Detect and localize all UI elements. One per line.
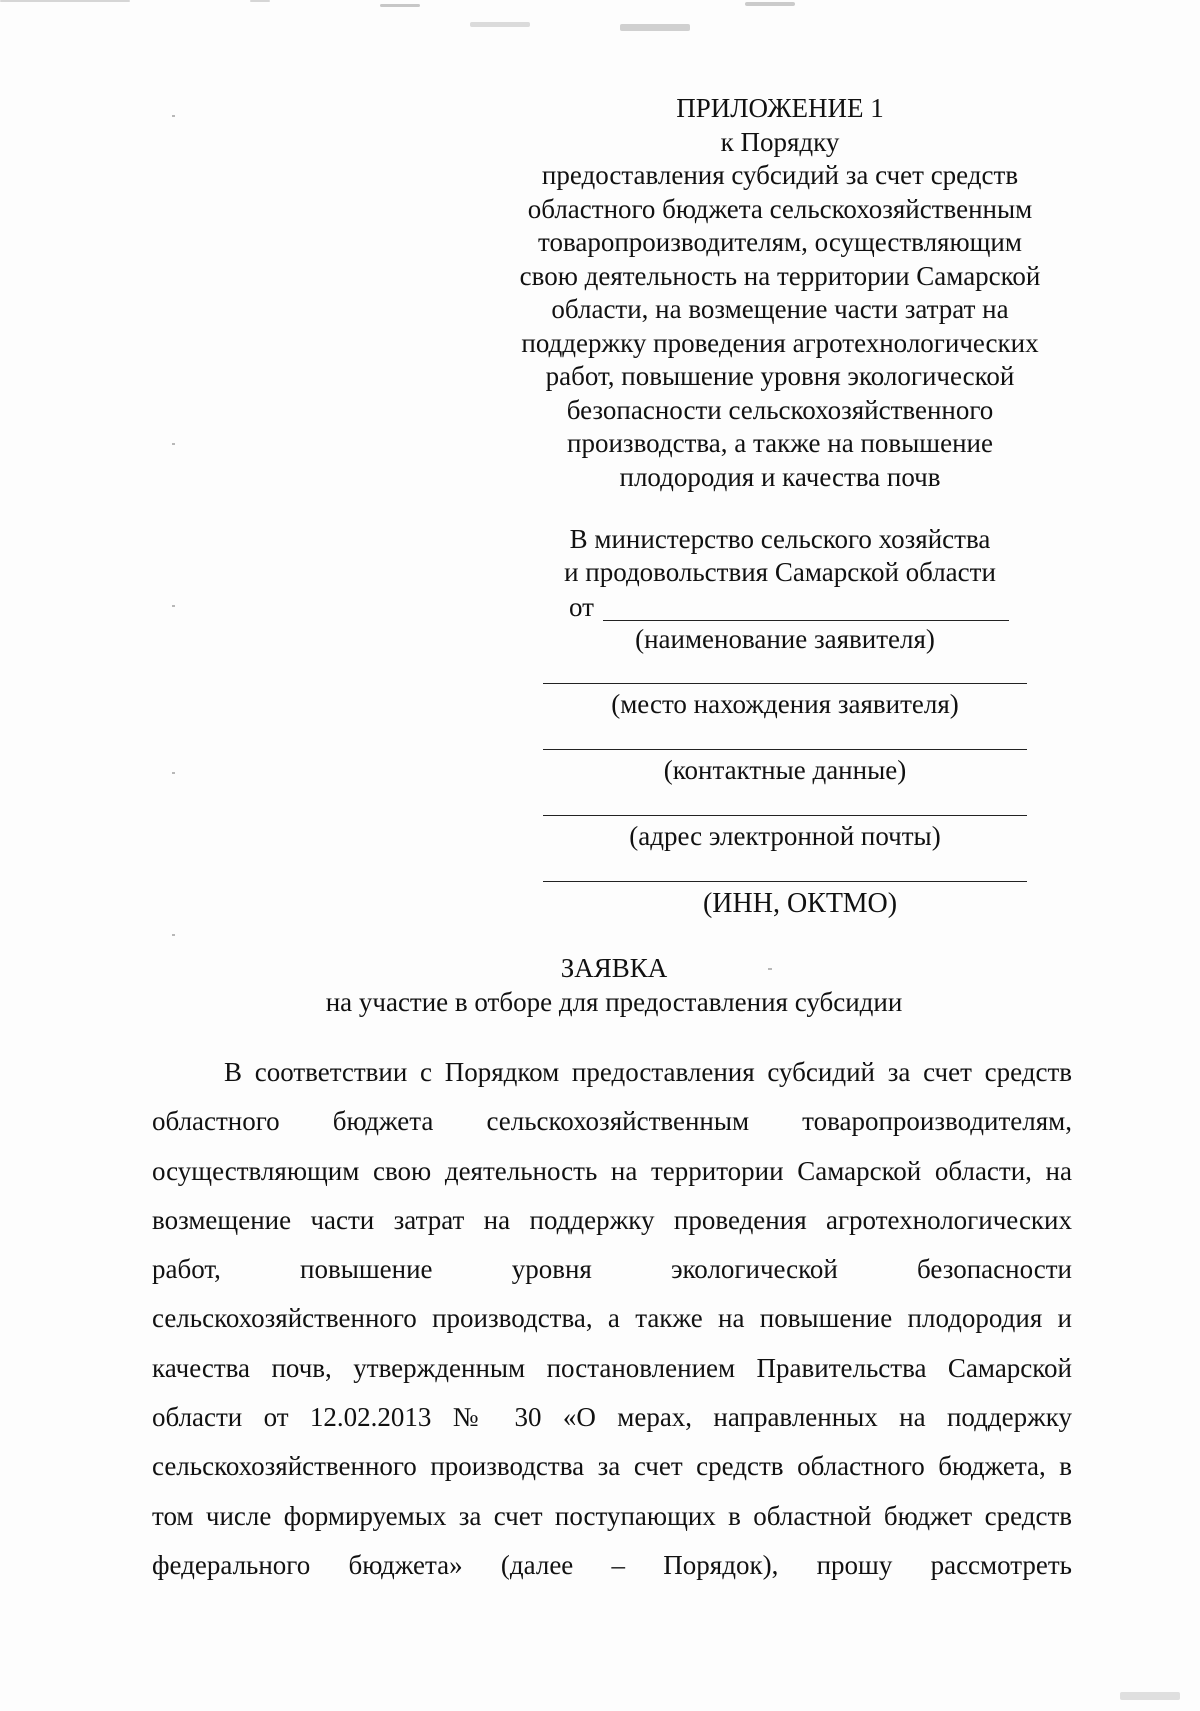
appendix-title: ПРИЛОЖЕНИЕ 1: [676, 93, 884, 123]
body-line: областного бюджета сельскохозяйственным товаропроизводителям,: [152, 1106, 1072, 1137]
body-line: том числе формируемых за счет поступающих в областной бюджет средств: [152, 1500, 1072, 1531]
scan-artifact: [172, 772, 175, 774]
inn-oktmo-blank[interactable]: [543, 881, 1027, 882]
body-line: осуществляющим свою деятельность на территории Самарской области, на: [152, 1155, 1072, 1186]
document-subtitle: [0, 987, 1200, 1018]
scan-artifact: [172, 115, 175, 117]
document-title: [0, 953, 1200, 984]
header-line: к Порядку: [720, 126, 840, 157]
header-line: области, на возмещение части затрат на: [551, 294, 1009, 324]
body-line: федерального бюджета» (далее – Порядок), прошу рассмотреть: [152, 1549, 1072, 1580]
header-line: поддержку проведения агротехнологических: [521, 327, 1039, 358]
scan-artifact: [250, 0, 270, 2]
contacts-blank[interactable]: [543, 749, 1027, 750]
contacts-caption: (контактные данные): [663, 755, 907, 785]
email-blank[interactable]: [543, 815, 1027, 816]
subtitle-text: на участие в отборе для предоставления субсидии: [325, 987, 903, 1017]
addressee-line: В министерство сельского хозяйства: [569, 524, 991, 554]
body-line: работ, повышение уровня экологической безопасности: [152, 1254, 1072, 1285]
header-line: плодородия и качества почв: [619, 461, 941, 492]
location-caption: (место нахождения заявителя): [611, 689, 959, 719]
applicant-name-blank[interactable]: [603, 620, 1009, 621]
scan-artifact: [172, 443, 175, 445]
header-line: свою деятельность на территории Самарской: [519, 260, 1041, 291]
from-row: [569, 592, 1009, 626]
body-line: В соответствии с Порядком предоставления субсидий за счет средств: [224, 1057, 1072, 1087]
inn-oktmo-caption: (ИНН, ОКТМО): [702, 888, 898, 919]
header-line: производства, а также на повышение: [567, 428, 993, 458]
header-line: областного бюджета сельскохозяйственным: [527, 193, 1033, 224]
scan-artifact: [0, 0, 130, 2]
body-paragraph: [152, 1048, 1072, 1590]
from-label: от: [569, 592, 594, 622]
header-line: товаропроизводителям, осуществляющим: [538, 227, 1022, 257]
header-line: предоставления субсидий за счет средств: [541, 160, 1019, 190]
addressee-block: [490, 523, 1070, 589]
body-line: сельскохозяйственного производства, а также на повышение плодородия и: [152, 1303, 1072, 1334]
appendix-header: [490, 92, 1070, 494]
applicant-name-caption: (наименование заявителя): [635, 624, 935, 654]
scan-artifact: [172, 605, 175, 607]
scan-artifact: [470, 22, 530, 27]
scan-artifact: [620, 24, 690, 31]
header-line: работ, повышение уровня экологической: [545, 361, 1015, 391]
body-line: возмещение части затрат на поддержку проведения агротехнологических: [152, 1204, 1072, 1235]
scan-artifact: [745, 2, 795, 6]
scan-artifact: [1120, 1692, 1180, 1700]
location-blank[interactable]: [543, 683, 1027, 684]
body-line: области от 12.02.2013 № 30 «О мерах, направленных на поддержку: [152, 1402, 1072, 1433]
email-caption: (адрес электронной почты): [629, 821, 941, 851]
body-line: сельскохозяйственного производства за счет средств областного бюджета, в: [152, 1451, 1072, 1482]
header-line: безопасности сельскохозяйственного: [566, 394, 994, 425]
body-line: качества почв, утвержденным постановлением Правительства Самарской: [152, 1352, 1072, 1383]
scan-artifact: [172, 934, 175, 936]
scan-artifact: [380, 4, 420, 7]
addressee-line: и продовольствия Самарской области: [564, 557, 996, 587]
title-text: ЗАЯВКА: [560, 953, 668, 983]
